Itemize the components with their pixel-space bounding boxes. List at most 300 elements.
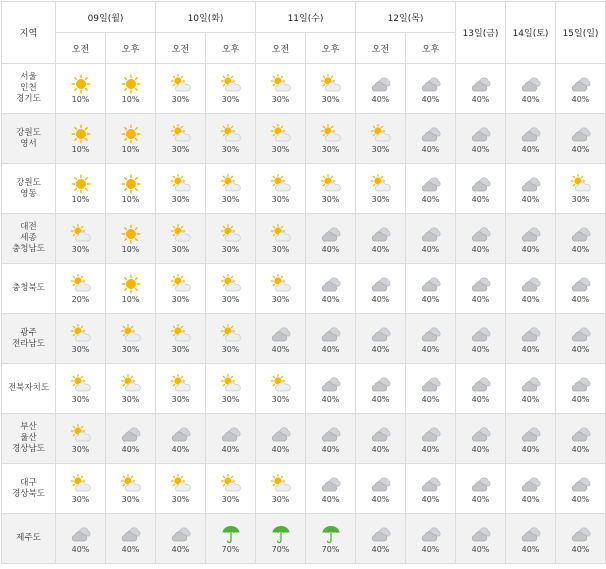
partly-cloudy-icon	[270, 174, 292, 194]
partly-cloudy-icon	[220, 274, 242, 294]
precip-probability: 40%	[521, 394, 540, 404]
region-name-line: 충청북도	[12, 283, 45, 293]
partly-cloudy-icon	[120, 324, 142, 344]
partly-cloudy-icon	[70, 274, 92, 294]
forecast-cell	[406, 214, 456, 264]
precip-probability: 70%	[321, 544, 340, 554]
forecast-cell	[406, 264, 456, 314]
forecast-cell	[306, 264, 356, 314]
precip-probability: 40%	[71, 544, 90, 554]
forecast-cell	[106, 464, 156, 514]
region-name-line: 대구	[20, 477, 37, 488]
precip-probability: 40%	[471, 294, 490, 304]
precip-probability: 30%	[121, 494, 140, 504]
partly-cloudy-icon	[120, 474, 142, 494]
cloudy-icon	[520, 424, 542, 444]
partly-cloudy-icon	[220, 224, 242, 244]
forecast-cell	[56, 264, 106, 314]
precip-probability: 40%	[571, 144, 590, 154]
region-name-line: 제주도	[16, 533, 41, 543]
forecast-cell	[556, 464, 606, 514]
region-name-line: 충청남도	[12, 244, 45, 254]
cloudy-icon	[470, 174, 492, 194]
forecast-cell	[506, 314, 556, 364]
forecast-cell	[106, 514, 156, 564]
region-name	[2, 364, 56, 414]
precip-probability: 30%	[371, 194, 390, 204]
forecast-cell	[306, 514, 356, 564]
cloudy-icon	[270, 324, 292, 344]
precip-probability: 40%	[371, 344, 390, 354]
partly-cloudy-icon	[270, 124, 292, 144]
forecast-cell	[206, 414, 256, 464]
cloudy-icon	[370, 324, 392, 344]
region-name	[2, 414, 56, 464]
cloudy-icon	[320, 374, 342, 394]
cloudy-icon	[420, 524, 442, 544]
cloudy-icon	[420, 274, 442, 294]
precip-probability: 40%	[471, 194, 490, 204]
precip-probability: 40%	[371, 394, 390, 404]
rain-umbrella-icon	[220, 524, 242, 544]
forecast-cell	[206, 214, 256, 264]
region-name-line: 부산	[20, 422, 37, 432]
day-header-sat: 14일(토)	[506, 2, 556, 64]
forecast-cell	[356, 64, 406, 114]
precip-probability: 40%	[571, 294, 590, 304]
sunny-icon	[120, 124, 142, 144]
sunny-icon	[70, 74, 92, 94]
forecast-cell	[456, 514, 506, 564]
precip-probability: 40%	[471, 94, 490, 104]
forecast-cell	[456, 464, 506, 514]
partly-cloudy-icon	[170, 124, 192, 144]
partly-cloudy-icon	[170, 224, 192, 244]
partly-cloudy-icon	[270, 224, 292, 244]
sunny-icon	[120, 74, 142, 94]
partly-cloudy-icon	[370, 174, 392, 194]
forecast-cell	[506, 514, 556, 564]
precip-probability: 40%	[321, 344, 340, 354]
precip-probability: 30%	[271, 244, 290, 254]
cloudy-icon	[570, 374, 592, 394]
forecast-cell	[406, 414, 456, 464]
region-name-line: 강원도	[16, 127, 41, 138]
precip-probability: 20%	[71, 294, 90, 304]
precip-probability: 40%	[421, 144, 440, 154]
weekly-forecast-table	[1, 1, 606, 564]
cloudy-icon	[520, 324, 542, 344]
region-row	[2, 264, 606, 314]
precip-probability: 40%	[471, 544, 490, 554]
partly-cloudy-icon	[170, 324, 192, 344]
region-name	[2, 314, 56, 364]
forecast-cell	[256, 464, 306, 514]
forecast-cell	[506, 214, 556, 264]
precip-probability: 40%	[471, 494, 490, 504]
forecast-cell	[106, 414, 156, 464]
precip-probability: 30%	[171, 494, 190, 504]
cloudy-icon	[470, 474, 492, 494]
region-name	[2, 64, 56, 114]
precip-probability: 30%	[221, 294, 240, 304]
cloudy-icon	[520, 224, 542, 244]
region-name-line: 경기도	[16, 94, 41, 104]
forecast-cell	[556, 514, 606, 564]
cloudy-icon	[520, 524, 542, 544]
precip-probability: 40%	[121, 444, 140, 454]
cloudy-icon	[320, 274, 342, 294]
precip-probability: 40%	[271, 344, 290, 354]
region-name-line: 대전	[20, 222, 37, 232]
cloudy-icon	[370, 274, 392, 294]
forecast-cell	[356, 414, 406, 464]
precip-probability: 30%	[321, 94, 340, 104]
precip-probability: 40%	[421, 94, 440, 104]
forecast-cell	[56, 314, 106, 364]
region-row	[2, 414, 606, 464]
forecast-cell	[56, 114, 106, 164]
precip-probability: 40%	[371, 444, 390, 454]
precip-probability: 40%	[521, 444, 540, 454]
partly-cloudy-icon	[320, 124, 342, 144]
partly-cloudy-icon	[170, 174, 192, 194]
precip-probability: 30%	[221, 344, 240, 354]
forecast-cell	[256, 364, 306, 414]
forecast-cell	[556, 414, 606, 464]
precip-probability: 10%	[121, 144, 140, 154]
cloudy-icon	[420, 474, 442, 494]
region-row	[2, 114, 606, 164]
cloudy-icon	[370, 224, 392, 244]
partly-cloudy-icon	[270, 74, 292, 94]
precip-probability: 10%	[71, 94, 90, 104]
precip-probability: 30%	[321, 144, 340, 154]
region-name-line: 서울	[20, 72, 37, 82]
forecast-cell	[506, 364, 556, 414]
region-name-line: 세종	[20, 233, 37, 243]
region-name	[2, 264, 56, 314]
cloudy-icon	[420, 74, 442, 94]
partly-cloudy-icon	[270, 374, 292, 394]
cloudy-icon	[170, 524, 192, 544]
forecast-cell	[56, 514, 106, 564]
forecast-cell	[456, 114, 506, 164]
precip-probability: 40%	[421, 494, 440, 504]
precip-probability: 40%	[371, 294, 390, 304]
region-row	[2, 314, 606, 364]
partly-cloudy-icon	[70, 474, 92, 494]
region-name	[2, 164, 56, 214]
forecast-cell	[56, 64, 106, 114]
region-row	[2, 464, 606, 514]
forecast-cell	[206, 464, 256, 514]
forecast-cell	[156, 364, 206, 414]
cloudy-icon	[70, 524, 92, 544]
forecast-cell	[556, 64, 606, 114]
partly-cloudy-icon	[220, 174, 242, 194]
forecast-cell	[106, 314, 156, 364]
region-name-line: 울산	[20, 433, 37, 443]
precip-probability: 40%	[171, 544, 190, 554]
precip-probability: 40%	[521, 494, 540, 504]
precip-probability: 30%	[321, 194, 340, 204]
forecast-cell	[356, 114, 406, 164]
precip-probability: 30%	[71, 244, 90, 254]
am-header: 오전	[56, 33, 106, 64]
forecast-cell	[256, 114, 306, 164]
precip-probability: 40%	[571, 244, 590, 254]
precip-probability: 30%	[571, 194, 590, 204]
pm-header: 오후	[306, 33, 356, 64]
forecast-cell	[256, 314, 306, 364]
forecast-cell	[506, 64, 556, 114]
precip-probability: 30%	[171, 244, 190, 254]
cloudy-icon	[570, 74, 592, 94]
forecast-cell	[106, 64, 156, 114]
sunny-icon	[120, 224, 142, 244]
forecast-cell	[206, 64, 256, 114]
region-name-line: 광주	[20, 327, 37, 338]
cloudy-icon	[520, 274, 542, 294]
region-row	[2, 514, 606, 564]
region-name-line: 인천	[20, 83, 37, 93]
region-name-line: 전라남도	[12, 338, 45, 349]
day-header-mon: 09일(월)	[56, 2, 156, 33]
forecast-cell	[356, 464, 406, 514]
precip-probability: 30%	[71, 494, 90, 504]
partly-cloudy-icon	[570, 174, 592, 194]
region-row	[2, 364, 606, 414]
forecast-cell	[106, 264, 156, 314]
cloudy-icon	[420, 124, 442, 144]
precip-probability: 30%	[371, 144, 390, 154]
pm-header: 오후	[206, 33, 256, 64]
cloudy-icon	[420, 324, 442, 344]
forecast-cell	[306, 114, 356, 164]
precip-probability: 30%	[271, 494, 290, 504]
precip-probability: 40%	[321, 294, 340, 304]
region-name-line: 영동	[20, 188, 37, 199]
forecast-cell	[206, 514, 256, 564]
forecast-cell	[556, 164, 606, 214]
forecast-cell	[56, 414, 106, 464]
cloudy-icon	[570, 524, 592, 544]
day-header-wed: 11일(수)	[256, 2, 356, 33]
partly-cloudy-icon	[170, 274, 192, 294]
forecast-cell	[156, 164, 206, 214]
forecast-cell	[356, 514, 406, 564]
precip-probability: 40%	[371, 494, 390, 504]
cloudy-icon	[370, 474, 392, 494]
forecast-cell	[456, 264, 506, 314]
precip-probability: 40%	[221, 444, 240, 454]
precip-probability: 40%	[471, 444, 490, 454]
precip-probability: 40%	[121, 544, 140, 554]
day-header-fri: 13일(금)	[456, 2, 506, 64]
cloudy-icon	[470, 124, 492, 144]
cloudy-icon	[120, 524, 142, 544]
precip-probability: 40%	[471, 144, 490, 154]
region-name-line: 영서	[20, 138, 37, 149]
precip-probability: 10%	[121, 294, 140, 304]
region-row	[2, 214, 606, 264]
precip-probability: 30%	[271, 194, 290, 204]
region-name-line: 전북자치도	[7, 383, 50, 393]
precip-probability: 40%	[371, 544, 390, 554]
cloudy-icon	[570, 474, 592, 494]
forecast-cell	[506, 464, 556, 514]
precip-probability: 40%	[271, 444, 290, 454]
cloudy-icon	[370, 424, 392, 444]
forecast-cell	[506, 264, 556, 314]
cloudy-icon	[570, 124, 592, 144]
precip-probability: 40%	[521, 294, 540, 304]
day-header-tue: 10일(화)	[156, 2, 256, 33]
forecast-cell	[406, 64, 456, 114]
precip-probability: 40%	[371, 244, 390, 254]
forecast-cell	[156, 414, 206, 464]
precip-probability: 30%	[171, 394, 190, 404]
sunny-icon	[120, 274, 142, 294]
pm-header: 오후	[106, 33, 156, 64]
precip-probability: 30%	[221, 94, 240, 104]
region-name-line: 강원도	[16, 177, 41, 188]
forecast-cell	[306, 314, 356, 364]
forecast-cell	[456, 414, 506, 464]
pm-header: 오후	[406, 33, 456, 64]
day-header-sun: 15일(일)	[556, 2, 606, 64]
cloudy-icon	[420, 374, 442, 394]
region-name	[2, 214, 56, 264]
cloudy-icon	[520, 374, 542, 394]
cloudy-icon	[420, 224, 442, 244]
partly-cloudy-icon	[70, 224, 92, 244]
rain-umbrella-icon	[270, 524, 292, 544]
precip-probability: 30%	[271, 144, 290, 154]
forecast-cell	[406, 164, 456, 214]
forecast-cell	[506, 164, 556, 214]
cloudy-icon	[470, 374, 492, 394]
cloudy-icon	[120, 424, 142, 444]
precip-probability: 40%	[421, 444, 440, 454]
forecast-cell	[356, 264, 406, 314]
forecast-cell	[106, 164, 156, 214]
forecast-cell	[156, 264, 206, 314]
region-row	[2, 164, 606, 214]
region-name	[2, 114, 56, 164]
precip-probability: 30%	[171, 144, 190, 154]
precip-probability: 30%	[171, 94, 190, 104]
forecast-cell	[206, 164, 256, 214]
forecast-cell	[506, 414, 556, 464]
forecast-cell	[156, 464, 206, 514]
partly-cloudy-icon	[170, 474, 192, 494]
precip-probability: 30%	[171, 294, 190, 304]
partly-cloudy-icon	[120, 374, 142, 394]
forecast-cell	[406, 364, 456, 414]
cloudy-icon	[470, 274, 492, 294]
cloudy-icon	[220, 424, 242, 444]
precip-probability: 40%	[421, 544, 440, 554]
cloudy-icon	[520, 474, 542, 494]
cloudy-icon	[520, 74, 542, 94]
forecast-cell	[306, 64, 356, 114]
forecast-body	[2, 64, 606, 564]
precip-probability: 30%	[221, 244, 240, 254]
precip-probability: 40%	[571, 394, 590, 404]
forecast-cell	[506, 114, 556, 164]
precip-probability: 70%	[221, 544, 240, 554]
cloudy-icon	[320, 324, 342, 344]
precip-probability: 40%	[471, 394, 490, 404]
precip-probability: 40%	[571, 94, 590, 104]
forecast-cell	[256, 264, 306, 314]
forecast-cell	[456, 164, 506, 214]
precip-probability: 30%	[271, 94, 290, 104]
precip-probability: 30%	[271, 394, 290, 404]
forecast-cell	[106, 114, 156, 164]
forecast-cell	[456, 314, 506, 364]
partly-cloudy-icon	[270, 474, 292, 494]
rain-umbrella-icon	[320, 524, 342, 544]
cloudy-icon	[320, 224, 342, 244]
precip-probability: 40%	[521, 244, 540, 254]
sunny-icon	[70, 124, 92, 144]
forecast-cell	[156, 214, 206, 264]
precip-probability: 40%	[421, 394, 440, 404]
cloudy-icon	[370, 74, 392, 94]
cloudy-icon	[570, 424, 592, 444]
partly-cloudy-icon	[270, 274, 292, 294]
cloudy-icon	[270, 424, 292, 444]
forecast-cell	[206, 364, 256, 414]
sunny-icon	[70, 174, 92, 194]
forecast-cell	[556, 214, 606, 264]
am-header: 오전	[356, 33, 406, 64]
forecast-cell	[456, 364, 506, 414]
forecast-cell	[356, 314, 406, 364]
partly-cloudy-icon	[220, 324, 242, 344]
forecast-cell	[306, 364, 356, 414]
forecast-cell	[156, 314, 206, 364]
precip-probability: 30%	[221, 194, 240, 204]
forecast-cell	[156, 114, 206, 164]
precip-probability: 40%	[471, 244, 490, 254]
cloudy-icon	[470, 524, 492, 544]
precip-probability: 40%	[321, 494, 340, 504]
precip-probability: 40%	[571, 444, 590, 454]
forecast-cell	[156, 514, 206, 564]
am-header: 오전	[256, 33, 306, 64]
forecast-cell	[256, 414, 306, 464]
cloudy-icon	[420, 174, 442, 194]
am-header: 오전	[156, 33, 206, 64]
precip-probability: 40%	[521, 194, 540, 204]
forecast-cell	[356, 364, 406, 414]
precip-probability: 40%	[521, 344, 540, 354]
precip-probability: 30%	[171, 344, 190, 354]
forecast-cell	[206, 114, 256, 164]
precip-probability: 10%	[121, 194, 140, 204]
forecast-cell	[306, 164, 356, 214]
partly-cloudy-icon	[220, 374, 242, 394]
forecast-cell	[556, 114, 606, 164]
partly-cloudy-icon	[70, 324, 92, 344]
forecast-cell	[556, 314, 606, 364]
forecast-cell	[406, 114, 456, 164]
forecast-cell	[106, 364, 156, 414]
